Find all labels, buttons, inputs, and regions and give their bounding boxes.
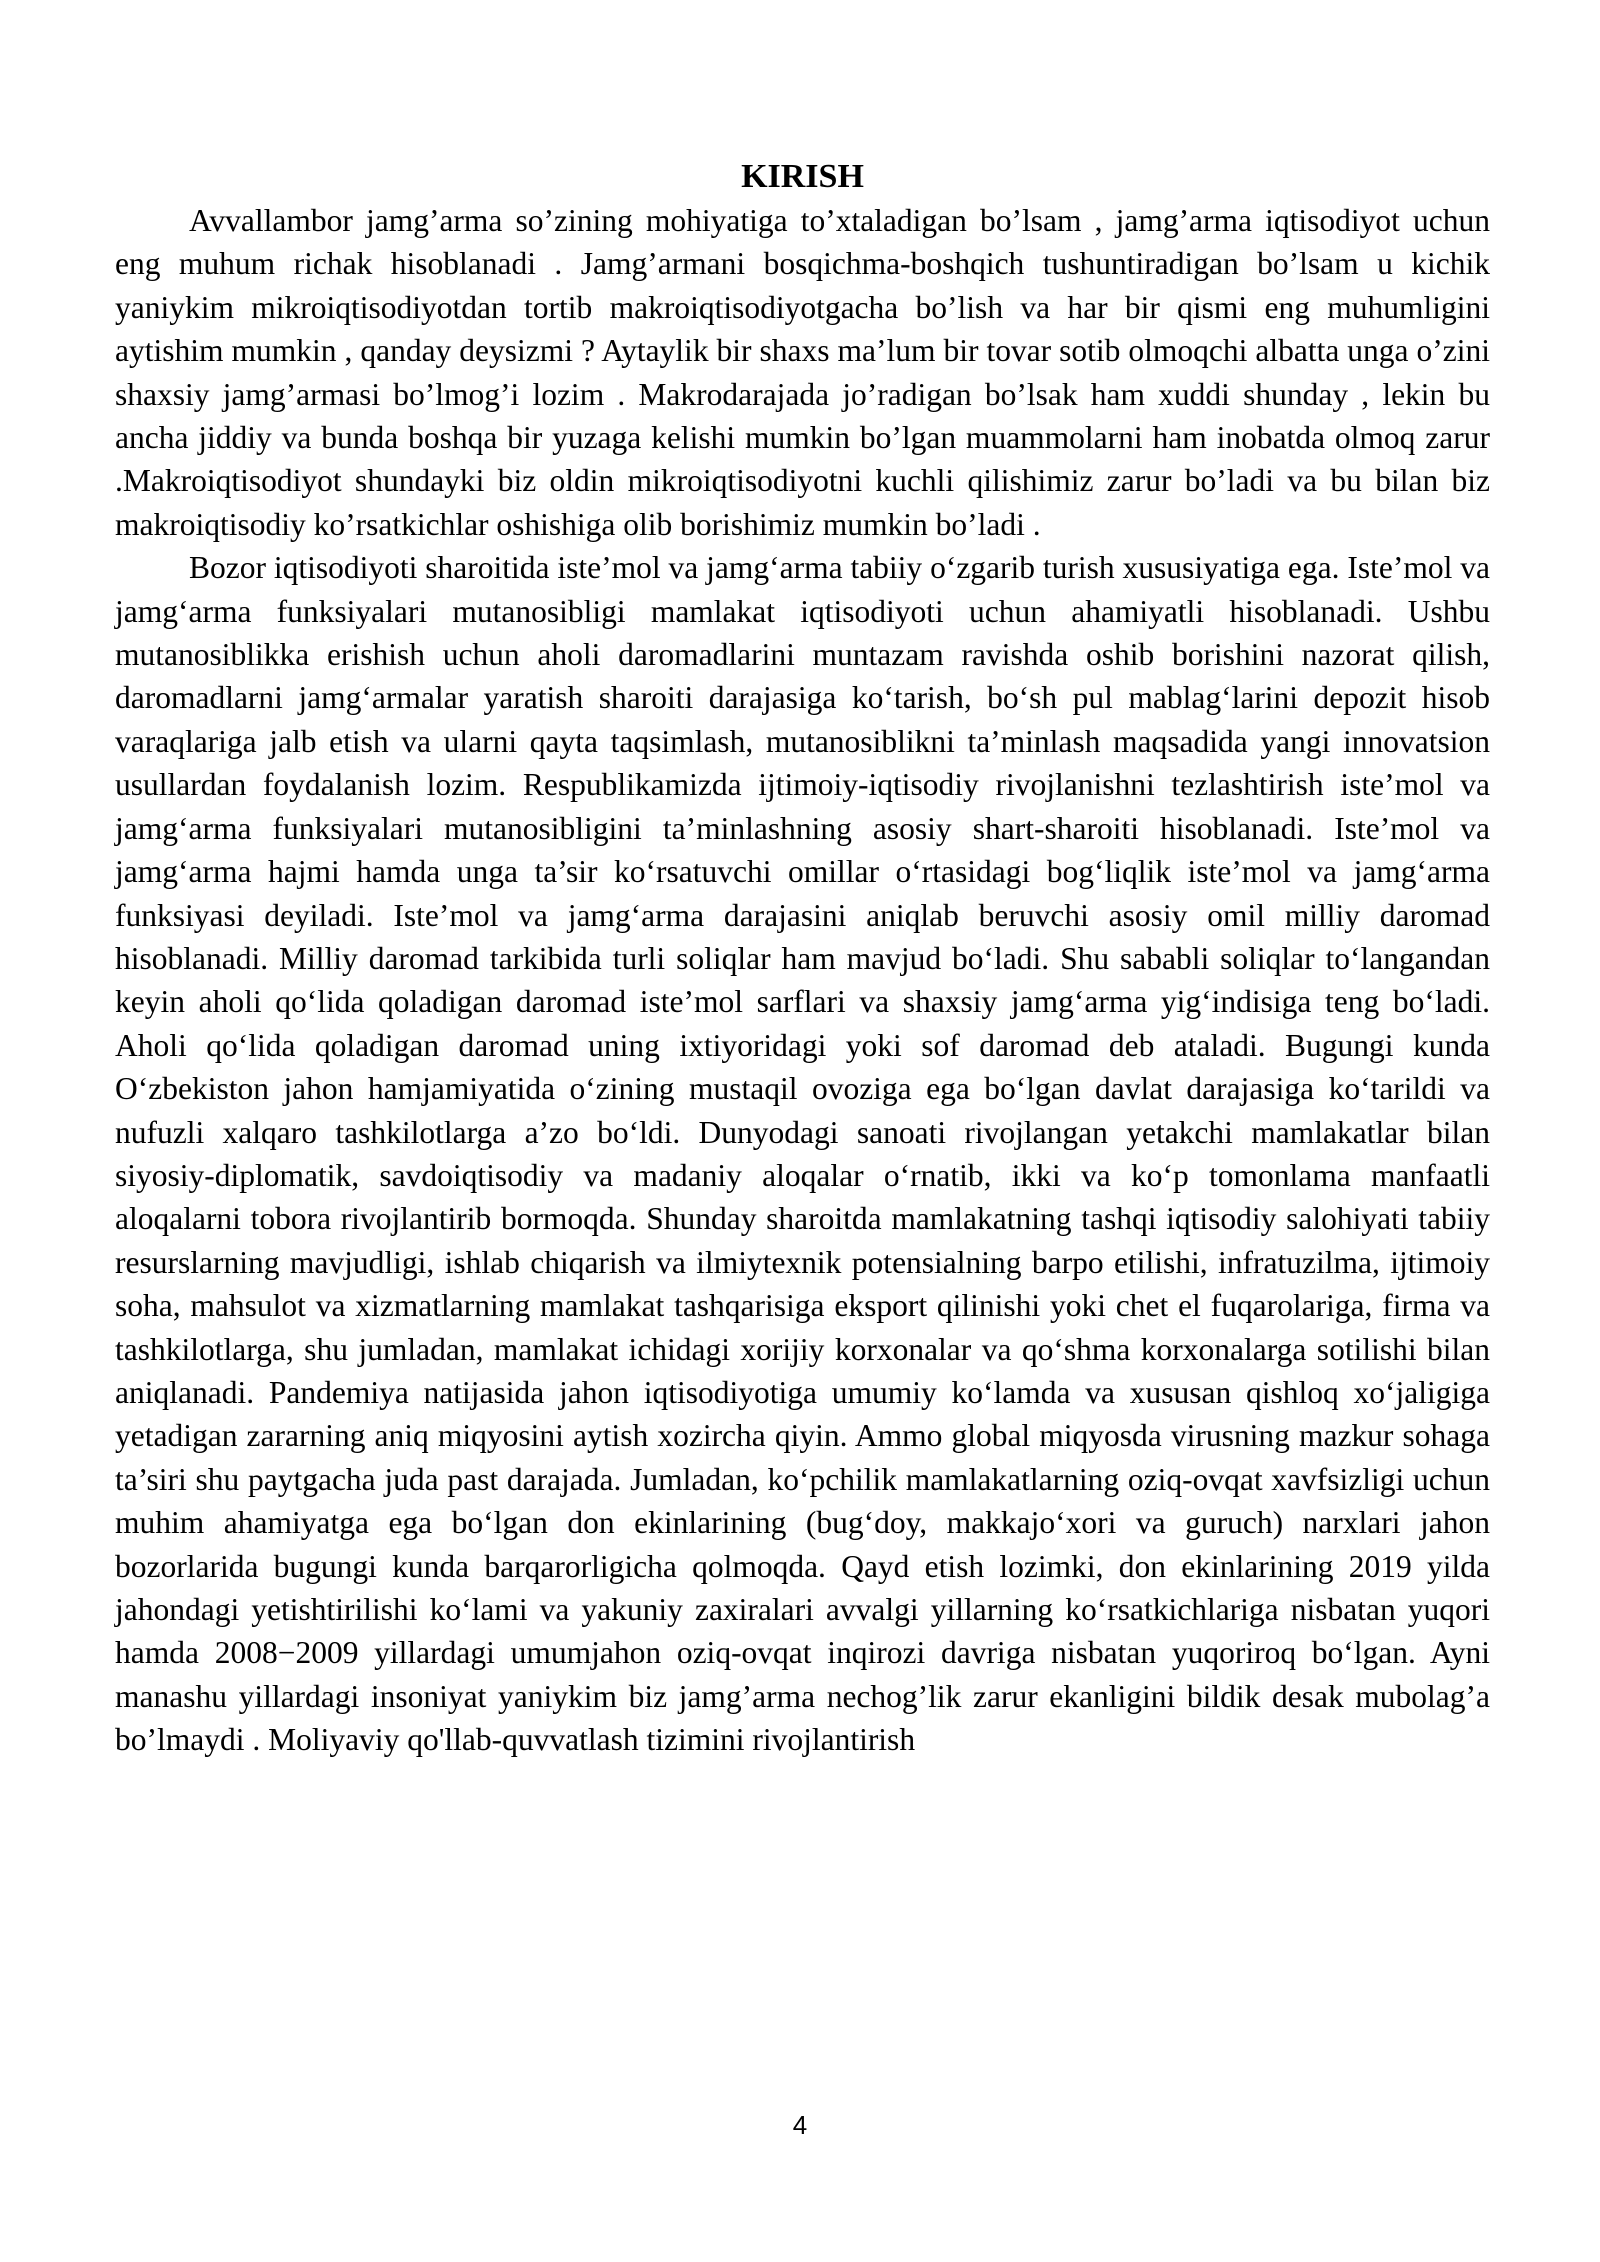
paragraph-intro: Avvallambor jamg’arma so’zining mohiyatiga to’xtaladigan bo’lsam , jamg’arma iqtisodiyot uchun eng muhum richak hisoblanadi . Jamg’armani bosqichma-boshqich tushuntiradigan bo’lsam u kichik yaniykim mikroiqtisodiyotdan tortib makroiqtisodiyotgacha bo’lish va har bir qismi eng muhumligini aytishim mumkin , qanday deysizmi ? Aytaylik bir shaxs ma’lum bir tovar sotib olmoqchi albatta unga o’zini shaxsiy jamg’armasi bo’lmog’i lozim . Makrodarajada jo’radigan bo’lsak ham xuddi shunday , lekin bu ancha jiddiy va bunda boshqa bir yuzaga kelishi mumkin bo’lgan muammolarni ham inobatda olmoq zarur .Makroiqtisodiyot shundayki biz oldin mikroiqtisodiyotni kuchli qilishimiz zarur bo’ladi va bu bilan biz makroiqtisodiy ko’rsatkichlar oshishiga olib borishimiz mumkin bo’ladi . — [115, 203, 1490, 542]
page-title: KIRISH — [741, 158, 864, 195]
page-number: 4 — [792, 2110, 808, 2140]
document-page — [115, 155, 1490, 1762]
paragraph-market-economy: Bozor iqtisodiyoti sharoitida iste’mol va jamg‘arma tabiiy o‘zgarib turish xususiyatiga ega. Iste’mol va jamg‘arma funksiyalari mutanosibligi mamlakat iqtisodiyoti uchun ahamiyatli hisoblanadi. Ushbu mutanosiblikka erishish uchun aholi daromadlarini muntazam ravishda oshib borishini nazorat qilish, daromadlarni jamg‘armalar yaratish sharoiti darajasiga ko‘tarish, bo‘sh pul mablag‘larini depozit hisob varaqlariga jalb etish va ularni qayta taqsimlash, mutanosiblikni ta’minlash maqsadida yangi innovatsion usullardan foydalanish lozim. Respublikamizda ijtimoiy-iqtisodiy rivojlanishni tezlashtirish iste’mol va jamg‘arma funksiyalari mutanosibligini ta’minlashning asosiy shart-sharoiti hisoblanadi. Iste’mol va jamg‘arma hajmi hamda unga ta’sir ko‘rsatuvchi omillar o‘rtasidagi bog‘liqlik iste’mol va jamg‘arma funksiyasi deyiladi. Iste’mol va jamg‘arma darajasini aniqlab beruvchi asosiy omil milliy daromad hisoblanadi. Milliy daromad tarkibida turli soliqlar ham mavjud bo‘ladi. Shu sababli soliqlar to‘langandan keyin aholi qo‘lida qoladigan daromad iste’mol sarflari va shaxsiy jamg‘arma yig‘indisiga teng bo‘ladi. Aholi qo‘lida qoladigan daromad uning ixtiyoridagi yoki sof daromad deb ataladi. Bugungi kunda O‘zbekiston jahon hamjamiyatida o‘zining mustaqil ovoziga ega bo‘lgan davlat darajasiga ko‘tarildi va nufuzli xalqaro tashkilotlarga a’zo bo‘ldi. Dunyodagi sanoati rivojlangan yetakchi mamlakatlar bilan siyosiy-diplomatik, savdoiqtisodiy va madaniy aloqalar o‘rnatib, ikki va ko‘p tomonlama manfaatli aloqalarni tobora rivojlantirib bormoqda. Shunday sharoitda mamlakatning tashqi iqtisodiy salohiyati tabiiy resurslarning mavjudligi, ishlab chiqarish va ilmiytexnik potensialning barpo etilishi, infratuzilma, ijtimoiy soha, mahsulot va xizmatlarning mamlakat tashqarisiga eksport qilinishi yoki chet el fuqarolariga, firma va tashkilotlarga, shu jumladan, mamlakat ichidagi xorijiy korxonalar va qo‘shma korxonalarga sotilishi bilan aniqlanadi. Pandemiya natijasida jahon iqtisodiyotiga umumiy ko‘lamda va xususan qishloq xo‘jaligiga yetadigan zararning aniq miqyosini aytish xozircha qiyin. Ammo global miqyosda virusning mazkur sohaga ta’siri shu paytgacha juda past darajada. Jumladan, ko‘pchilik mamlakatlarning oziq-ovqat xavfsizligi uchun muhim ahamiyatga ega bo‘lgan don ekinlarining (bug‘doy, makkajo‘xori va guruch) narxlari jahon bozorlarida bugungi kunda barqarorligicha qolmoqda. Qayd etish lozimki, don ekinlarining 2019 yilda jahondagi yetishtirilishi ko‘lami va yakuniy zaxiralari avvalgi yillarning ko‘rsatkichlariga nisbatan yuqori hamda 2008−2009 yillardagi umumjahon oziq-ovqat inqirozi davriga nisbatan yuqoriroq bo‘lgan. Ayni manashu yillardagi insoniyat yaniykim biz jamg’arma nechog’lik zarur ekanligini bildik desak mubolag’a bo’lmaydi . Moliyaviy qo'llab-quvvatlash tizimini rivojlantirish — [115, 550, 1490, 1758]
